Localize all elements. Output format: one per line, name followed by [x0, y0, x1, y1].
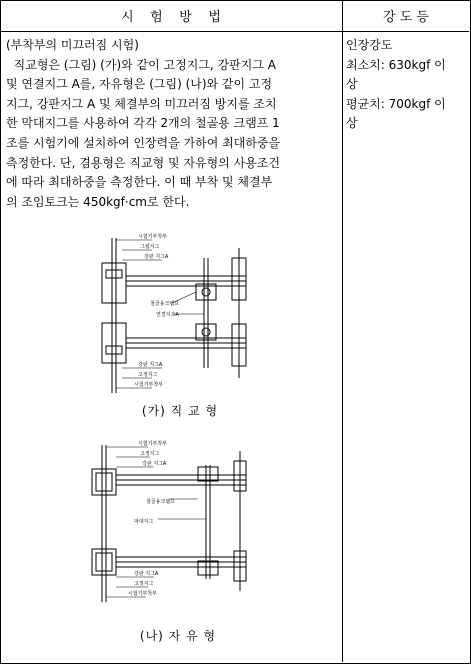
fig-a-label: 고정지그	[138, 372, 158, 378]
strength-text	[346, 36, 466, 134]
strength-title: 인장강도	[346, 38, 393, 52]
strength-min: 최소치: 630kgf 이	[346, 57, 446, 72]
fig-a-label: 시험기부착부	[138, 234, 167, 240]
fig-b-label: 강판 지그A	[134, 571, 159, 577]
strength-avg-cont: 상	[346, 116, 358, 131]
strength-min-cont: 상	[346, 77, 358, 92]
fig-b-label: 철골용크램프	[146, 499, 175, 505]
fig-b-label: 고정지그	[140, 451, 160, 457]
column-divider	[342, 0, 343, 662]
fig-b-label: 강판 지그A	[142, 461, 167, 467]
fig-a-label: 연결지그A	[156, 312, 179, 318]
fig-b-label: 시험기부착부	[128, 591, 157, 597]
figure-orthogonal-caption: (가) 직 교 형	[141, 404, 219, 418]
method-text	[6, 36, 336, 212]
method-line: 에 따라 최대하중을 측정한다. 이 때 부착 및 체결부	[6, 175, 273, 190]
fig-b-label: 시험기부착부	[138, 441, 167, 447]
fig-a-label: 강판 지그A	[144, 254, 169, 260]
header-divider	[0, 31, 469, 32]
method-line: 및 연결지그 A를, 자유형은 (그림) (나)와 같이 고정	[6, 77, 273, 92]
method-line: 조를 시험기에 설치하여 인장력을 가하여 최대하중을	[6, 135, 281, 150]
header-test-method: 시 험 방 법	[121, 10, 221, 25]
strength-avg: 평균치: 700kgf 이	[346, 96, 446, 111]
fig-a-label: 그립지그	[140, 244, 160, 250]
fig-b-label: 고정지그	[134, 581, 154, 587]
method-line: 측정한다. 단, 겸용형은 직교형 및 자유형의 사용조건	[6, 155, 280, 170]
fig-a-label: 시험기부착부	[134, 382, 163, 388]
method-line: 한 막대지그를 사용하여 각각 2개의 철골용 크램프 1	[6, 116, 280, 131]
figure-orthogonal-diagram	[92, 228, 272, 398]
method-heading: (부착부의 미끄러짐 시험)	[6, 38, 139, 52]
figure-free-diagram	[88, 437, 268, 607]
figure-free-caption: (나) 자 유 형	[139, 629, 217, 643]
method-line: 의 조임토크는 450kgf·cm로 한다.	[6, 194, 190, 209]
fig-b-label: 막대지그	[134, 519, 154, 525]
header-strength: 강 도 등	[383, 10, 429, 25]
fig-a-label: 강판 지그A	[138, 362, 163, 368]
method-line: 지그, 강판지그 A 및 체결부의 미끄러짐 방지를 조치	[6, 96, 277, 111]
method-line: 직교형은 (그림) (가)와 같이 고정지그, 강판지그 A	[6, 57, 276, 72]
fig-a-label: 철골용크램프	[150, 301, 179, 307]
